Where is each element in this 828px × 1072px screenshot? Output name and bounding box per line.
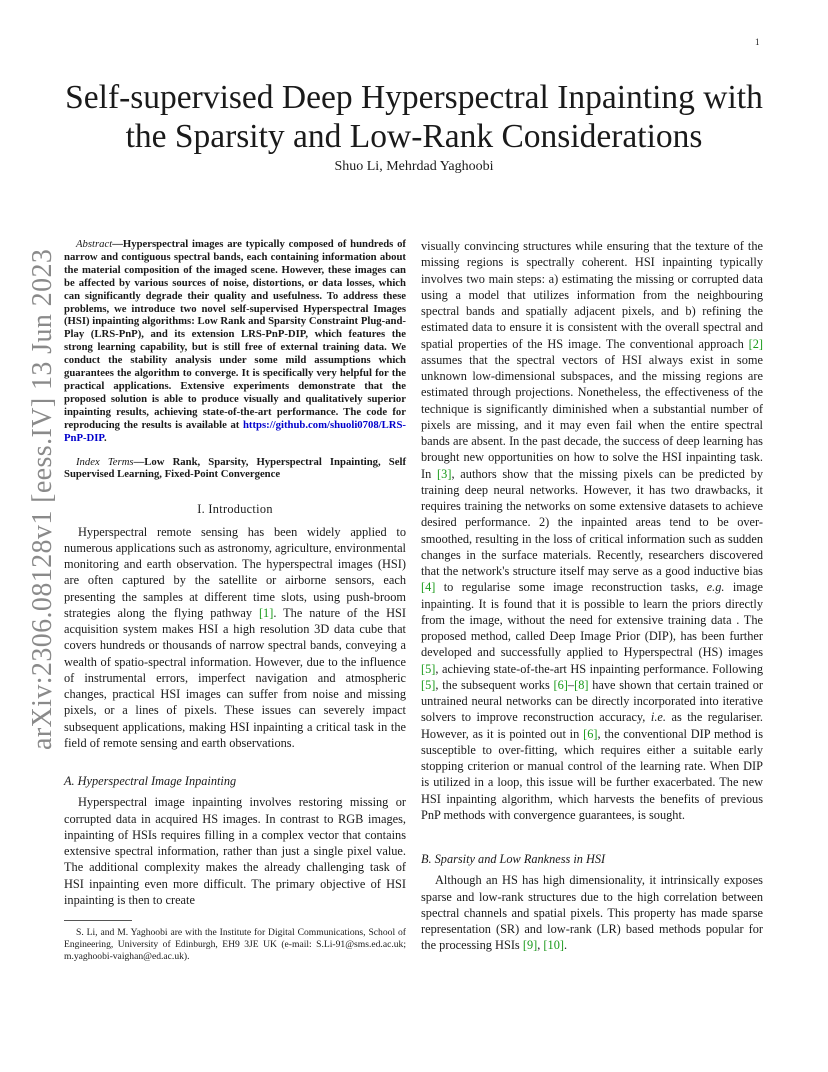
citation-3[interactable]: [3] (437, 466, 452, 481)
right-continued-paragraph (421, 238, 763, 823)
citation-5-repeat[interactable]: [5] (421, 677, 436, 692)
code-link[interactable]: https://github.com/shuoli0708/LRS-PnP-DIP (64, 418, 406, 444)
subsection-heading-a: A. Hyperspectral Image Inpainting (64, 774, 237, 789)
footnote-divider (64, 920, 132, 921)
right-text-d: to regularise some image reconstruction tasks, (435, 580, 707, 595)
arxiv-watermark (24, 0, 64, 1072)
right-text-e: image inpainting. It is found that it is possible to learn the priors directly from the image, without the need for extensive training data . The proposed method, called Deep Image Prior (DIP), has been further developed and successfully applied to Hyperspectral (HS) images (421, 580, 764, 660)
subsection-b-end: . (563, 938, 568, 953)
eg-abbrev: e.g. (706, 580, 725, 595)
right-text-f: , achieving state-of-the-art HS inpainting performance. Following (435, 661, 763, 676)
citation-6-repeat[interactable]: [6] (583, 726, 598, 741)
citation-4[interactable]: [4] (421, 580, 436, 595)
intro-text-b: . The nature of the HSI acquisition system makes HSI a high resolution 3D data cube that covers hundreds or thousands of narrow spectral bands, conveying a wealth of spatio-spectral information. However, due to the influence of instrumental errors, imperfect navigation and atmospheric changes, practical HSI images can suffer from noise and missing pixels, or a lines of pixels. These issues can severely impact subsequent applications, making HSI inpainting a critical task in the field of remote sensing and earth observations. (64, 605, 406, 750)
citation-8[interactable]: [8] (574, 677, 589, 692)
section-heading-introduction: I. Introduction (197, 502, 273, 517)
citation-5[interactable]: [5] (421, 661, 436, 676)
subsection-b-text: Although an HS has high dimensionality, it intrinsically exposes sparse and low-rank structures due to the high correlation between spectral channels and spatial pixels. This property has made sparse representation (SR) and low-rank (LR) based methods popular for the processing HSIs (421, 873, 763, 953)
arxiv-stamp-text: arXiv:2306.08128v1 [eess.IV] 13 Jun 2023 (27, 248, 58, 750)
left-column (64, 238, 406, 962)
right-text-h: have shown that certain trained or untrained neural networks can be directly incorporated into iterative solvers to improve reconstruction accuracy, (421, 677, 763, 725)
abstract-end: . (103, 431, 107, 444)
citation-6[interactable]: [6] (553, 677, 568, 692)
citation-10[interactable]: [10] (543, 938, 564, 953)
ie-abbrev: i.e. (650, 710, 666, 725)
index-terms (64, 456, 406, 482)
abstract-lead: Abstract (76, 238, 113, 250)
citation-2[interactable]: [2] (748, 336, 763, 351)
right-text-b: assumes that the spectral vectors of HSI always exist in some unknown low-dimensional subspaces, and the missing regions are estimated through projections. Nonetheless, the effectiveness of the technique is significantly diminished when a substantial number of pixels are missing, and it may even fail when the entire spectral bands are absent. In the past decade, the success of deep learning has brought new opportunities on how to solve the HSI inpainting task. In (421, 352, 763, 481)
right-text-c: , authors show that the missing pixels can be predicted by training deep neural networks. However, it has two drawbacks, it requires training the networks on some extensive datasets to achieve desired performance. 2) the inpainted areas tend to be over-smoothed, resulting in the loss of critical information such as sudden changes in the surface materials. Recently, researchers discovered that the network's structure itself may serve as a good inductive bias (421, 466, 763, 578)
author-footnote: S. Li, and M. Yaghoobi are with the Institute for Digital Communications, School of Engineering, University of Edinburgh, EH9 3JE UK (e-mail: S.Li-91@sms.ed.ac.uk; m.yaghoobi-vaighan@ed.ac.uk). (64, 927, 406, 962)
paper-title: Self-supervised Deep Hyperspectral Inpainting with the Sparsity and Low-Rank Considerations (65, 79, 763, 155)
intro-text-a: Hyperspectral remote sensing has been widely applied to numerous applications such as astronomy, agriculture, environmental monitoring and earth observation. The hyperspectral images (HSI) are often captured by the satellite or airborne sensors, each presenting the samples at different time slots, using push-broom strategies along the flying pathway (64, 524, 406, 620)
right-text-i: as the regulariser. However, as it is pointed out in (421, 710, 763, 741)
page-number: 1 (755, 37, 760, 47)
citation-9[interactable]: [9] (522, 938, 538, 953)
subsection-heading-b: B. Sparsity and Low Rankness in HSI (421, 852, 606, 866)
abstract-text: —Hyperspectral images are typically composed of hundreds of narrow and contiguous spectral bands, each containing information about the material composition of the imaged scene. However, these images can be affected by various sources of noise, distortions, or data losses, which can significantly degrade their quality and usefulness. To address these problems, we introduce two novel self-supervised Hyperspectral Images (HSI) inpainting algorithms: Low Rank and Sparsity Constraint Plug-and-Play (LRS-PnP), and its extension LRS-PnP-DIP, which features the strong learning capability, but is still free of external training data. We conduct the stability analysis under some mild assumptions which guarantees the algorithm to converge. It is specifically very helpful for the practical applications. Extensive experiments demonstrate that the proposed solution is able to produce visually and qualitatively superior inpainting results, achieving state-of-the-art performance. The code for reproducing the results is available at (64, 238, 406, 431)
citation-range-dash: – (567, 677, 575, 692)
subsection-a-paragraph: Hyperspectral image inpainting involves restoring missing or corrupted data in acquired HS images. In contrast to RGB images, inpainting of HSIs requires filling in a complex vector that contains extensive spectral information, rather than just a single pixel value. The additional complexity makes the already challenging task of HSI inpainting even more difficult. The primary objective of HSI inpainting is then to create (64, 795, 406, 907)
abstract (64, 238, 406, 445)
right-text-g: , the subsequent works (435, 677, 554, 692)
right-column (421, 238, 763, 954)
right-text-a: visually convincing structures while ensuring that the texture of the missing regions is spectrally coherent. HSI inpainting typically involves two main steps: a) estimating the missing or corrupted data using a model that utilizes information from the neighbouring spectral bands and spatially adjacent pixels, and b) refining the estimated data to ensure it is consistent with the overall spectral and spatial properties of the HS image. The conventional approach (421, 239, 763, 351)
citation-separator: , (537, 938, 544, 953)
index-terms-text: —Low Rank, Sparsity, Hyperspectral Inpainting, Self Supervised Learning, Fixed-Point Convergence (64, 455, 407, 481)
right-text-j: , the conventional DIP method is susceptible to over-fitting, which requires either a suitable early stopping criterion or manual control of the learning rate. When DIP is utilized in a loop, this issue will be further exacerbated. The new HSI inpainting algorithm, which harvests the benefits of previous PnP methods with convergence guarantees, is sought. (421, 726, 763, 822)
paper-authors: Shuo Li, Mehrdad Yaghoobi (334, 159, 494, 174)
index-terms-lead: Index Terms (76, 455, 134, 468)
subsection-b-paragraph (421, 872, 763, 953)
citation-1[interactable]: [1] (258, 605, 274, 620)
intro-paragraph (64, 524, 406, 752)
